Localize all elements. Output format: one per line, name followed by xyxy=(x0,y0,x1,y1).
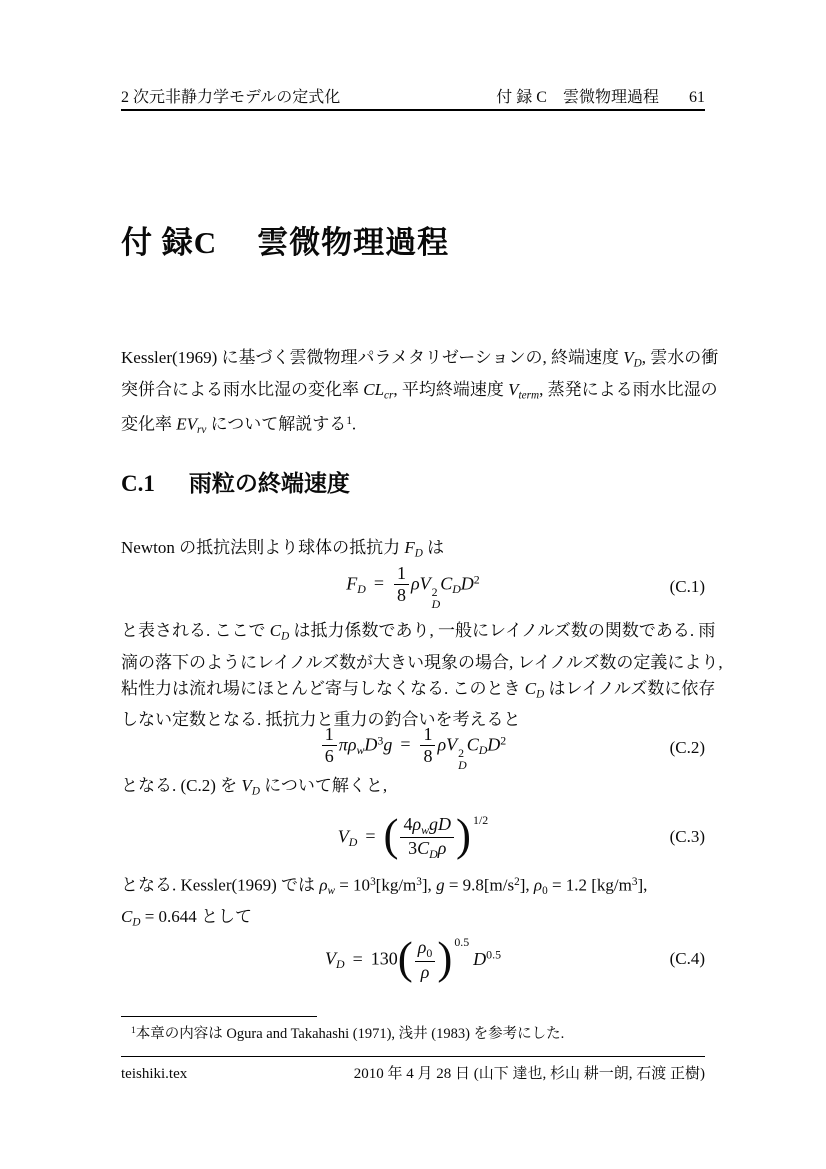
header-left-title: 2 次元非静力学モデルの定式化 xyxy=(121,89,341,106)
equation-c1-body xyxy=(346,562,479,612)
math-sub: D xyxy=(414,547,423,560)
text-run: = 9.8[m/s xyxy=(444,875,515,895)
math-sub: D xyxy=(536,688,545,701)
text-run: 変化率 xyxy=(121,414,177,434)
fraction-numerator xyxy=(415,938,436,962)
header-page-number: 61 xyxy=(689,89,705,106)
math-var: ρ xyxy=(420,962,430,982)
math-num: 4 xyxy=(403,813,413,834)
fraction-denominator xyxy=(400,838,454,861)
text-run: Newton の抵抗法則より球体の抵抗力 xyxy=(121,538,405,557)
math-var: C xyxy=(466,733,479,754)
math-num: 3 xyxy=(408,838,418,859)
math-sup: 2 xyxy=(500,733,507,748)
math-var: CL xyxy=(363,379,385,399)
equals-sign: = xyxy=(373,572,384,593)
math-var: π xyxy=(338,733,348,754)
math-sub: rv xyxy=(197,424,207,437)
math-supsub xyxy=(458,747,467,772)
left-parenthesis: ( xyxy=(397,932,413,983)
text-run: = 0.644 として xyxy=(140,907,253,927)
page-footer xyxy=(121,1062,705,1083)
text-run: ], xyxy=(519,875,534,895)
chapter-title: 雲微物理過程 xyxy=(257,225,450,260)
fraction-denominator xyxy=(415,962,436,983)
body-paragraph-1 xyxy=(121,618,721,733)
math-var: V xyxy=(508,379,519,399)
math-var: V xyxy=(241,776,252,795)
math-sub: 0 xyxy=(426,945,433,960)
math-var: g xyxy=(383,733,393,754)
math-var: F xyxy=(404,538,415,557)
math-var: ρ xyxy=(533,875,543,895)
math-sub: D xyxy=(336,957,345,972)
equation-c3 xyxy=(121,806,705,868)
text-run: = 10 xyxy=(334,875,371,895)
math-var: g xyxy=(436,875,445,895)
chapter-label: 付 録C xyxy=(121,225,218,260)
math-var: C xyxy=(524,678,537,698)
text-run: は xyxy=(422,538,445,557)
math-var: F xyxy=(346,572,358,593)
math-sub: D xyxy=(431,596,441,611)
header-rule xyxy=(121,109,705,111)
section-heading xyxy=(121,465,350,498)
math-exponent: 0.5 xyxy=(454,935,470,950)
text-run: 突併合による雨水比湿の変化率 xyxy=(121,379,364,399)
text-run: , 蒸発による雨水比湿の xyxy=(539,379,718,399)
math-var: C xyxy=(269,621,282,640)
equals-sign: = xyxy=(365,826,376,847)
footer-filename: teishiki.tex xyxy=(121,1066,188,1082)
text-run: ], xyxy=(421,875,437,895)
equation-c4-body xyxy=(325,928,501,990)
math-sub: D xyxy=(458,757,467,772)
math-supsub xyxy=(432,586,441,611)
fraction xyxy=(415,938,436,983)
footnote-reference-mark: 1 xyxy=(346,415,352,428)
math-var: V xyxy=(337,826,349,847)
math-sub: D xyxy=(478,742,488,757)
text-run: は抵力係数であり, 一般にレイノルズ数の関数である. 雨 xyxy=(289,621,716,640)
lead-sentence-2 xyxy=(121,773,721,805)
text-run: [kg/m xyxy=(375,875,417,895)
paragraph-line xyxy=(121,650,721,676)
equation-tag: (C.2) xyxy=(669,738,705,757)
text-run: , 雲水の衝 xyxy=(641,348,719,367)
math-var: EV xyxy=(176,414,198,434)
math-sup: 2 xyxy=(514,876,520,888)
equation-tag: (C.1) xyxy=(669,577,705,596)
math-sub: D xyxy=(251,785,260,798)
fraction-denominator: 8 xyxy=(396,585,406,606)
math-var: D xyxy=(473,948,487,969)
fraction-numerator: 1 xyxy=(322,725,337,747)
header-chapter-title: 雲微物理過程 xyxy=(562,89,659,106)
math-run xyxy=(320,725,506,772)
header-chapter-label: 付 録 C xyxy=(496,89,547,106)
math-var: g xyxy=(429,813,439,834)
math-var: ρ xyxy=(319,875,328,895)
left-parenthesis: ( xyxy=(383,810,399,861)
text-run: と表される. ここで xyxy=(121,621,270,640)
text-run: 滴の落下のようにレイノルズ数が大きい現象の場合, レイノルズ数の定義により, xyxy=(121,652,723,672)
math-sup: 2 xyxy=(473,572,480,587)
math-sup: 0.5 xyxy=(486,947,501,962)
math-run xyxy=(337,810,489,862)
fraction-numerator xyxy=(400,815,454,839)
math-run xyxy=(346,564,479,611)
fraction xyxy=(394,564,409,607)
equation-c3-body xyxy=(338,806,488,868)
section-title: 雨粒の終端速度 xyxy=(188,471,350,496)
math-var: D xyxy=(460,572,474,593)
intro-line-3 xyxy=(121,408,721,443)
math-sub: D xyxy=(348,834,358,849)
math-sub: w xyxy=(327,885,335,898)
math-sup: 2 xyxy=(431,584,438,599)
math-var: ρ xyxy=(412,813,422,834)
footnote xyxy=(121,1021,715,1044)
footnote-rule xyxy=(121,1016,317,1017)
math-var: V xyxy=(623,348,634,367)
text-run: について解説する xyxy=(206,414,347,434)
text-run: ], xyxy=(637,875,648,895)
math-sub: D xyxy=(357,581,366,596)
math-var: C xyxy=(417,838,430,859)
text-run: はレイノルズ数に依存 xyxy=(544,678,716,698)
chapter-heading xyxy=(121,217,449,262)
equation-c1 xyxy=(121,562,705,612)
math-var: D xyxy=(487,733,501,754)
footnote-text: 本章の内容は Ogura and Takahashi (1971), 浅井 (1983) を参考にした. xyxy=(135,1025,565,1042)
text-run: . xyxy=(351,414,357,434)
intro-paragraph xyxy=(121,345,721,443)
math-sub: D xyxy=(429,847,438,862)
footer-rule xyxy=(121,1056,705,1057)
paragraph-line xyxy=(121,676,721,708)
math-var: C xyxy=(440,572,453,593)
intro-line-2 xyxy=(121,377,721,409)
fraction-denominator: 6 xyxy=(324,746,334,767)
equation-c4 xyxy=(121,928,705,990)
paragraph-line xyxy=(121,870,721,904)
text-run: について解くと, xyxy=(259,776,388,795)
equals-sign: = xyxy=(400,733,411,754)
fraction-denominator: 8 xyxy=(423,746,433,767)
math-num: 130 xyxy=(370,948,398,969)
math-sub: w xyxy=(421,822,430,837)
math-var: D xyxy=(438,813,452,834)
math-var: V xyxy=(419,572,431,593)
fraction-numerator: 1 xyxy=(394,564,409,586)
footnote-marker: 1 xyxy=(131,1025,136,1036)
math-sup: 3 xyxy=(416,876,422,888)
fraction xyxy=(420,725,435,768)
math-var: ρ xyxy=(410,572,420,593)
equation-c2-body xyxy=(320,724,506,772)
text-run: となる. Kessler(1969) では xyxy=(121,875,320,895)
section-number: C.1 xyxy=(121,471,155,496)
text-run: = 1.2 [kg/m xyxy=(547,875,632,895)
equation-tag: (C.3) xyxy=(669,827,705,846)
math-sub: cr xyxy=(384,389,394,402)
fraction-numerator: 1 xyxy=(420,725,435,747)
math-var: C xyxy=(121,907,133,927)
math-exponent: 1/2 xyxy=(473,812,489,827)
math-sup: 3 xyxy=(370,876,376,888)
math-var: ρ xyxy=(437,733,447,754)
body-paragraph-2 xyxy=(121,870,721,936)
math-var: ρ xyxy=(417,937,427,958)
math-sub: D xyxy=(452,581,461,596)
text-run: となる. (C.2) を xyxy=(121,776,242,795)
text-run: 粘性力は流れ場にほとんど寄与しなくなる. このとき xyxy=(121,678,525,698)
math-sub: D xyxy=(281,630,290,643)
page-header xyxy=(121,84,705,107)
math-sub: D xyxy=(132,916,141,929)
intro-line-1 xyxy=(121,345,721,377)
text-run: しない定数となる. 抵抗力と重力の釣合いを考えると xyxy=(121,710,521,730)
math-var: D xyxy=(364,733,378,754)
text-run: Kessler(1969) に基づく雲微物理パラメタリゼーションの, 終端速度 xyxy=(121,348,624,367)
math-var: V xyxy=(325,948,336,969)
paragraph-line xyxy=(121,618,721,650)
math-sup: 3 xyxy=(377,733,384,748)
right-parenthesis: ) xyxy=(437,932,453,983)
math-sub: D xyxy=(633,357,642,370)
math-sup: 3 xyxy=(631,876,638,888)
math-var: V xyxy=(446,733,458,754)
math-sub: w xyxy=(356,742,365,757)
text-run: , 平均終端速度 xyxy=(393,379,509,399)
fraction xyxy=(400,815,454,862)
equation-tag: (C.4) xyxy=(669,949,705,968)
equation-c2 xyxy=(121,724,705,772)
fraction xyxy=(322,725,337,768)
equals-sign: = xyxy=(352,948,363,969)
math-var: ρ xyxy=(347,733,357,754)
math-sup: 2 xyxy=(458,745,465,760)
header-right-group xyxy=(496,84,705,107)
math-sub: term xyxy=(518,389,540,402)
footer-date-authors: 2010 年 4 月 28 日 (山下 達也, 杉山 耕一朗, 石渡 正樹) xyxy=(353,1066,705,1082)
right-parenthesis: ) xyxy=(456,810,472,861)
math-sub: 0 xyxy=(542,885,548,898)
math-var: ρ xyxy=(437,838,447,859)
math-run xyxy=(325,932,501,983)
